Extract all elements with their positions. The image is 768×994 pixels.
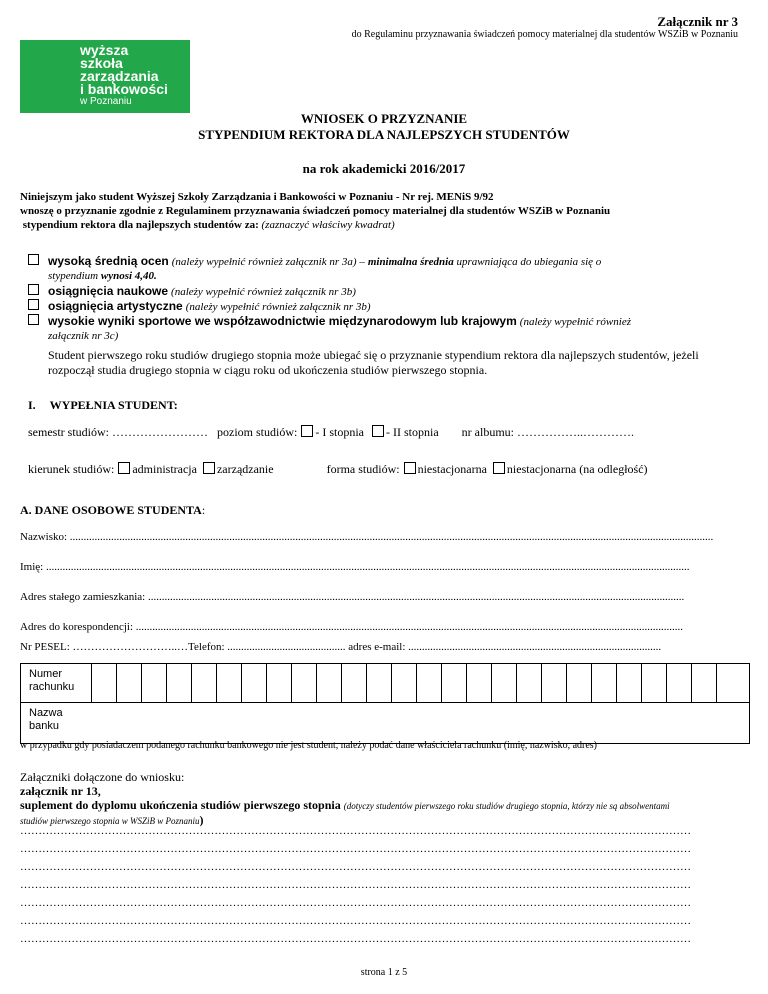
option-cont-text: stypendium — [48, 270, 99, 282]
account-digit-cell[interactable] — [341, 664, 366, 702]
option-continuation — [28, 269, 728, 283]
account-digit-cell[interactable] — [316, 664, 341, 702]
account-digit-cell[interactable] — [691, 664, 716, 702]
correspondence-field[interactable]: Adres do korespondencji: ....................................................................................................................................................................................................... — [20, 621, 684, 633]
management-label: zarządzanie — [216, 462, 274, 476]
attachment-line[interactable]: ………………………………………………………………………………………………………………………………………………………………… — [20, 933, 691, 945]
account-digit-cell[interactable] — [541, 664, 566, 702]
bank-name-row[interactable] — [21, 703, 749, 743]
account-digit-cell[interactable] — [416, 664, 441, 702]
bank-name-label: Nazwa banku — [29, 707, 63, 732]
field-label: kierunek studiów: — [28, 462, 115, 476]
admin-label: administracja — [132, 462, 197, 476]
account-digit-cell[interactable] — [241, 664, 266, 702]
account-digit-cell[interactable] — [216, 664, 241, 702]
page-number: strona 1 z 5 — [360, 967, 408, 978]
intro-line-3-text: stypendium rektora dla najlepszych studentów za: — [22, 219, 259, 231]
account-row — [21, 664, 749, 703]
logo-place: w Poznaniu — [80, 96, 132, 107]
option-average[interactable] — [28, 254, 728, 283]
title-line-2: STYPENDIUM REKTORA DLA NAJLEPSZYCH STUDENTÓW — [198, 127, 570, 142]
attachment-line[interactable]: ………………………………………………………………………………………………………………………………………………………………… — [20, 843, 691, 855]
address-field[interactable]: Adres stałego zamieszkania: ................................................................................................................................................................................................... — [20, 591, 685, 603]
account-digit-cell[interactable] — [491, 664, 516, 702]
option-cont-bold: wynosi 4,40. — [100, 270, 157, 282]
account-digit-cell[interactable] — [591, 664, 616, 702]
account-digit-cell[interactable] — [666, 664, 691, 702]
surname-field[interactable]: Nazwisko: .......................................................................................................................................................................................................................................... — [20, 531, 714, 543]
annex-subtitle: do Regulaminu przyznawania świadczeń pomocy materialnej dla studentów WSZiB w Poznaniu — [351, 29, 738, 40]
account-digit-cell[interactable] — [366, 664, 391, 702]
attachment-item-1: załącznik nr 13, — [20, 784, 101, 798]
level-2-checkbox[interactable] — [372, 425, 384, 437]
album-field[interactable]: nr albumu: ……………..…………. — [461, 425, 634, 439]
option-label: wysoką średnią ocen — [48, 254, 169, 268]
option-note: (należy wypełnić również załącznik nr 3a) – — [171, 256, 365, 268]
section-number: I. — [28, 398, 36, 412]
semester-field[interactable]: semestr studiów: …………………… — [28, 425, 208, 439]
option-label: wysokie wyniki sportowe we współzawodnictwie międzynarodowym lub krajowym — [48, 314, 517, 328]
bank-note: w przypadku gdy posiadaczem podanego rachunku bankowego nie jest student, należy podać dane właściciela rachunku (imię, nazwisko, adres) — [20, 740, 598, 751]
part-time-label: niestacjonarna — [417, 462, 487, 476]
level-label: poziom studiów: — [217, 425, 298, 439]
distance-label: niestacjonarna (na odległość) — [506, 462, 648, 476]
account-digit-cell[interactable] — [441, 664, 466, 702]
attachment-line[interactable]: ………………………………………………………………………………………………………………………………………………………………… — [20, 861, 691, 873]
account-digit-cell[interactable] — [166, 664, 191, 702]
school-logo — [20, 40, 190, 113]
attachment-line[interactable]: ………………………………………………………………………………………………………………………………………………………………… — [20, 825, 691, 837]
attachment-item-2-note: (dotyczy studentów pierwszego roku studiów drugiego stopnia, którzy nie są absolwentami — [343, 801, 670, 811]
level-1-label: - I stopnia — [315, 425, 364, 439]
intro-paragraph — [20, 190, 750, 232]
intro-line-1: Niniejszym jako student Wyższej Szkoły Zarządzania i Bankowości w Poznaniu - Nr rej. MENiS 9/92 — [20, 191, 494, 203]
semester-row — [28, 425, 634, 440]
section-title: WYPEŁNIA STUDENT: — [49, 398, 178, 412]
account-digit-cell[interactable] — [141, 664, 166, 702]
annex-title: Załącznik nr 3 — [657, 14, 738, 29]
attachment-line[interactable]: ………………………………………………………………………………………………………………………………………………………………… — [20, 879, 691, 891]
option-note: (należy wypełnić również — [519, 316, 631, 328]
account-digit-cell[interactable] — [191, 664, 216, 702]
account-digit-cell[interactable] — [391, 664, 416, 702]
study-field-row — [28, 462, 648, 477]
option-label: osiągnięcia artystyczne — [48, 299, 183, 313]
option-note: (należy wypełnić również załącznik nr 3b) — [171, 286, 356, 298]
section-a-title: A. DANE OSOBOWE STUDENTA — [20, 503, 202, 517]
option-note: (należy wypełnić również załącznik nr 3b) — [185, 301, 371, 313]
intro-line-3-note: (zaznaczyć właściwy kwadrat) — [261, 219, 395, 231]
option-sports[interactable] — [28, 314, 728, 343]
attachments — [20, 770, 750, 828]
attachments-heading: Załączniki dołączone do wniosku: — [20, 770, 185, 784]
option-extra-bold: minimalna średnia — [367, 256, 454, 268]
section-a-colon: : — [201, 503, 206, 517]
academic-year: na rok akademicki 2016/2017 — [302, 161, 466, 176]
admin-checkbox[interactable] — [118, 462, 130, 474]
title-line-1: WNIOSEK O PRZYZNANIE — [300, 111, 468, 126]
eligibility-note: Student pierwszego roku studiów drugiego stopnia może ubiegać się o przyznanie stypendium rektora dla najlepszych studentów, jeżeli rozpoczął studia drugiego stopnia w ciągu roku od ukończenia studiów pierwszego stopnia. — [48, 348, 699, 377]
account-digit-cell[interactable] — [466, 664, 491, 702]
section-a-heading — [20, 503, 205, 518]
management-checkbox[interactable] — [203, 462, 215, 474]
part-time-checkbox[interactable] — [404, 462, 416, 474]
option-artistic[interactable] — [28, 299, 728, 314]
pesel-phone-email-field[interactable]: Nr PESEL: ………………………..…Telefon: ........................................... adres e-mail: ............................................................................................ — [20, 641, 662, 653]
account-digit-cell[interactable] — [116, 664, 141, 702]
attachment-close-paren: ) — [199, 813, 204, 827]
section-1-heading — [28, 398, 178, 413]
intro-line-3 — [20, 218, 750, 232]
attachment-line[interactable]: ………………………………………………………………………………………………………………………………………………………………… — [20, 897, 691, 909]
option-scientific[interactable] — [28, 284, 728, 299]
account-label: Numer rachunku — [29, 668, 75, 693]
option-extra: uprawniająca do ubiegania się o — [453, 256, 602, 268]
logo-text: wyższa szkoła zarządzania i bankowości — [80, 42, 168, 97]
account-digit-cell[interactable] — [516, 664, 541, 702]
attachment-item-2-note-cont: studiów pierwszego stopnia w WSZiB w Poznaniu — [20, 816, 200, 826]
account-digit-cell[interactable] — [641, 664, 666, 702]
bank-table — [20, 663, 750, 744]
attachment-item-2: suplement do dyplomu ukończenia studiów pierwszego stopnia — [20, 798, 341, 812]
account-digit-cell[interactable] — [616, 664, 641, 702]
option-checkbox[interactable] — [28, 299, 39, 310]
option-continuation: załącznik nr 3c) — [48, 330, 119, 342]
form-label: forma studiów: — [326, 462, 400, 476]
level-2-label: - II stopnia — [386, 425, 439, 439]
account-digit-cell[interactable] — [266, 664, 291, 702]
intro-line-2: wnoszę o przyznanie zgodnie z Regulaminem przyznawania świadczeń pomocy materialnej dla studentów WSZiB w Poznaniu — [20, 205, 611, 217]
first-name-field[interactable]: Imię: .......................................................................................................................................................................................................................................... — [20, 561, 690, 573]
account-cells[interactable] — [91, 664, 741, 702]
option-label: osiągnięcia naukowe — [48, 284, 169, 298]
account-digit-cell[interactable] — [291, 664, 316, 702]
account-digit-cell[interactable] — [716, 664, 741, 702]
distance-checkbox[interactable] — [493, 462, 505, 474]
option-checkbox[interactable] — [28, 254, 39, 265]
option-checkbox[interactable] — [28, 314, 39, 325]
level-1-checkbox[interactable] — [301, 425, 313, 437]
account-digit-cell[interactable] — [91, 664, 116, 702]
attachment-line[interactable]: ………………………………………………………………………………………………………………………………………………………………… — [20, 915, 691, 927]
option-checkbox[interactable] — [28, 284, 39, 295]
account-digit-cell[interactable] — [566, 664, 591, 702]
